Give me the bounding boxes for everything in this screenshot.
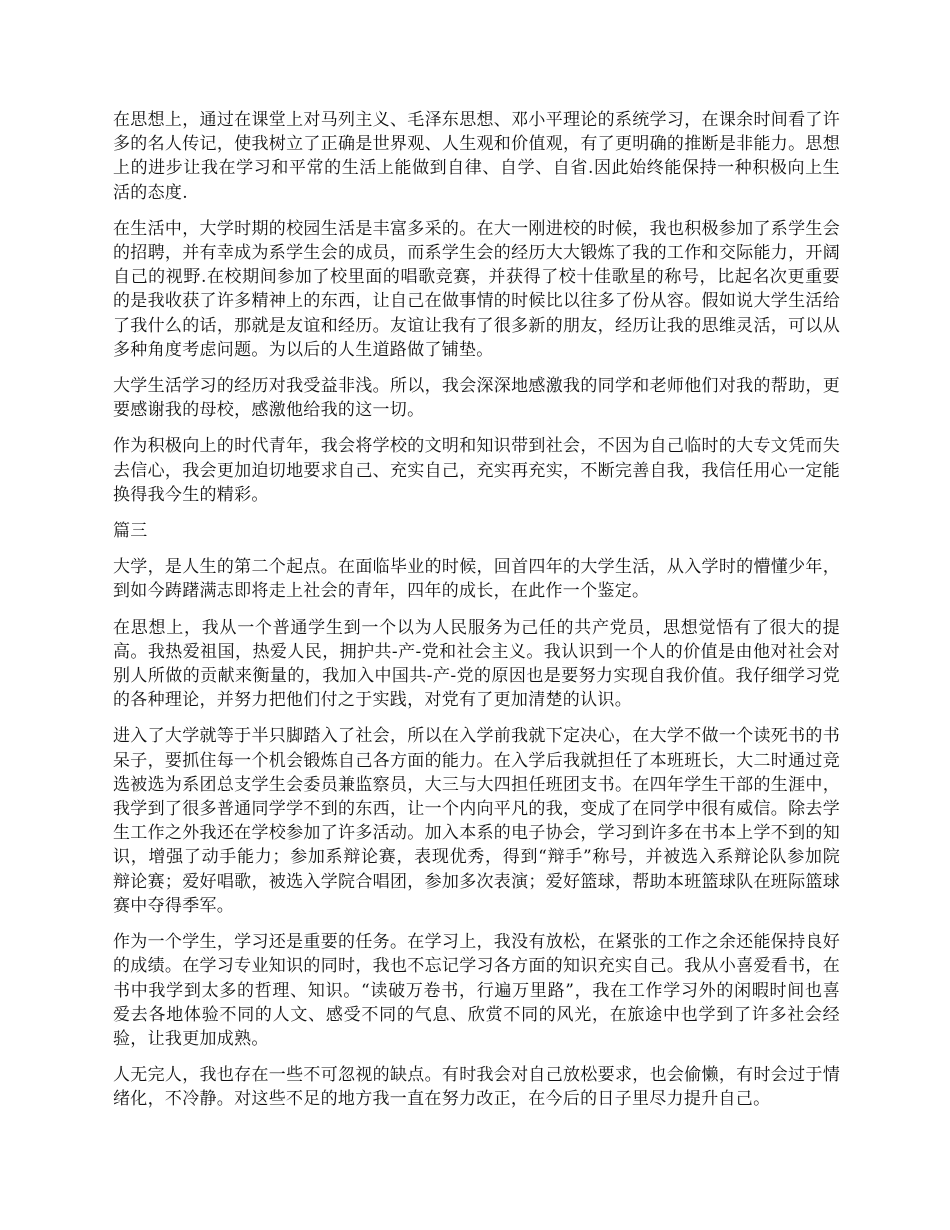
paragraph-gratitude: 大学生活学习的经历对我受益非浅。所以，我会深深地感激我的同学和老师他们对我的帮助，更要感谢我的母校，感激他给我的这一切。 [113, 376, 840, 421]
paragraph-intro: 大学，是人生的第二个起点。在面临毕业的时候，回首四年的大学生活，从入学时的懵懂少年，到如今踌躇满志即将走上社会的青年，四年的成长，在此作一个鉴定。 [113, 557, 840, 602]
paragraph-future: 作为积极向上的时代青年，我会将学校的文明和知识带到社会，不因为自己临时的大专文凭而失去信心，我会更加迫切地要求自己、充实自己，充实再充实，不断完善自我，我信任用心一定能换得我今生的精彩。 [113, 436, 840, 505]
paragraph-shortcomings: 人无完人，我也存在一些不可忽视的缺点。有时我会对自己放松要求，也会偷懒，有时会过于情绪化，不冷静。对这些不足的地方我一直在努力改正，在今后的日子里尽力提升自己。 [113, 1065, 840, 1110]
paragraph-life: 在生活中，大学时期的校园生活是丰富多采的。在大一刚进校的时候，我也积极参加了系学生会的招聘，并有幸成为系学生会的成员，而系学生会的经历大大锻炼了我的工作和交际能力，开阔自己的视野.在校期间参加了校里面的唱歌竞赛，并获得了校十佳歌星的称号，比起名次更重要的是我收获了许多精神上的东西，让自己在做事情的时候比以往多了份从容。假如说大学生活给了我什么的话，那就是友谊和经历。友谊让我有了很多新的朋友，经历让我的思维灵活，可以从多种角度考虑问题。为以后的人生道路做了铺垫。 [113, 218, 840, 360]
paragraph-study: 作为一个学生，学习还是重要的任务。在学习上，我没有放松，在紧张的工作之余还能保持良好的成绩。在学习专业知识的同时，我也不忘记学习各方面的知识充实自己。我从小喜爱看书，在书中我学到太多的哲理、知识。“读破万卷书，行遍万里路”，我在工作学习外的闲暇时间也喜爱去各地体验不同的人文、感受不同的气息、欣赏不同的风光，在旅途中也学到了许多社会经验，让我更加成熟。 [113, 932, 840, 1049]
paragraph-activities: 进入了大学就等于半只脚踏入了社会，所以在入学前我就下定决心，在大学不做一个读死书的书呆子，要抓住每一个机会锻炼自己各方面的能力。在入学后我就担任了本班班长，大二时通过竞选被选为系团总支学生会委员兼监察员，大三与大四担任班团支书。在四年学生干部的生涯中，我学到了很多普通同学学不到的东西，让一个内向平凡的我，变成了在同学中很有威信。除去学生工作之外我还在学校参加了许多活动。加入本系的电子协会，学习到许多在书本上学不到的知识，增强了动手能力；参加系辩论赛，表现优秀，得到“辩手”称号，并被选入系辩论队参加院辩论赛；爱好唱歌，被选入学院合唱团，参加多次表演；爱好篮球，帮助本班篮球队在班际篮球赛中夺得季军。 [113, 726, 840, 916]
paragraph-thought: 在思想上，通过在课堂上对马列主义、毛泽东思想、邓小平理论的系统学习，在课余时间看了许多的名人传记，使我树立了正确是世界观、人生观和价值观，有了更明确的推断是非能力。思想上的进步让我在学习和平常的生活上能做到自律、自学、自省.因此始终能保持一种积极向上生活的态度. [113, 110, 840, 203]
section-heading: 篇三 [113, 521, 148, 542]
document-page [113, 108, 840, 1124]
paragraph-ideology: 在思想上，我从一个普通学生到一个以为人民服务为己任的共产党员，思想觉悟有了很大的提高。我热爱祖国，热爱人民，拥护共-产-党和社会主义。我认识到一个人的价值是由他对社会对别人所做的贡献来衡量的，我加入中国共-产-党的原因也是要努力实现自我价值。我仔细学习党的各种理论，并努力把他们付之于实践，对党有了更加清楚的认识。 [113, 617, 840, 711]
